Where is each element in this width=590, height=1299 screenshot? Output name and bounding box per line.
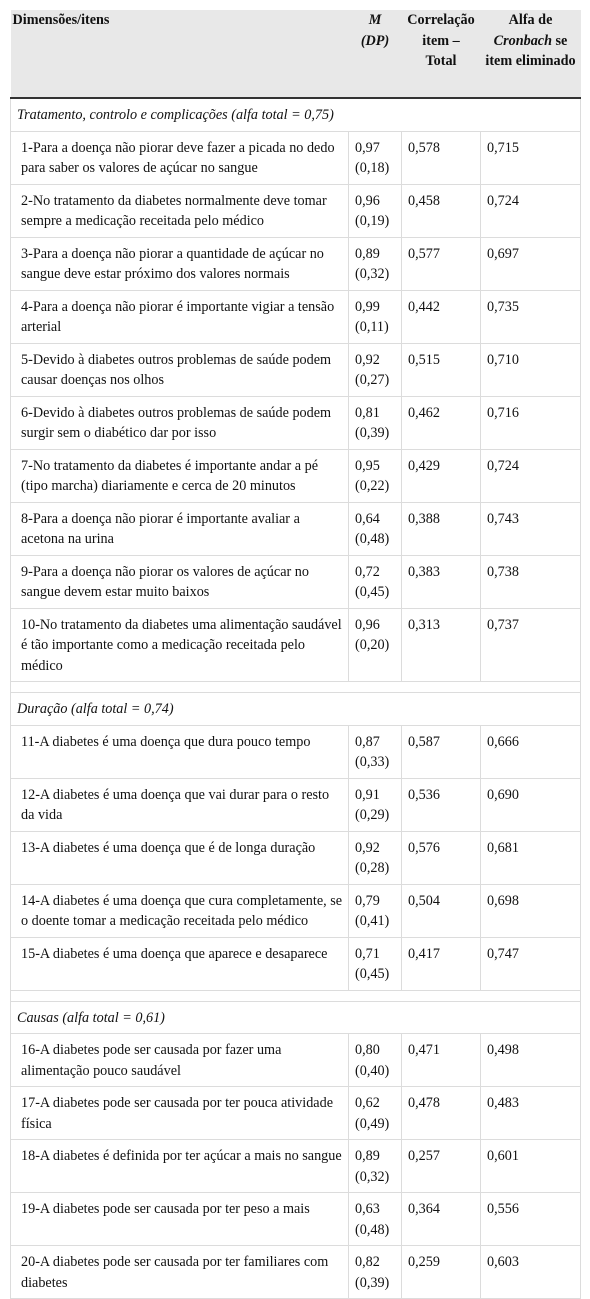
correlation-value: 0,388	[402, 502, 481, 555]
table-row	[11, 131, 581, 184]
section-title: Causas (alfa total = 0,61)	[11, 1001, 581, 1034]
table-header	[11, 10, 581, 98]
mean-sd-cell	[349, 608, 402, 682]
item-text: 2-No tratamento da diabetes normalmente deve tomar sempre a medicação receitada pelo médico	[11, 184, 349, 237]
correlation-value: 0,442	[402, 290, 481, 343]
header-cronbach-alpha	[481, 10, 581, 98]
sd-value: (0,32)	[355, 1168, 390, 1185]
section-header-row	[11, 1001, 581, 1034]
mean-sd-cell	[349, 396, 402, 449]
sd-value: (0,18)	[355, 160, 390, 176]
table-row	[11, 1087, 581, 1140]
mean-value: 0,97	[355, 139, 380, 156]
correlation-value: 0,504	[402, 884, 481, 937]
mean-value: 0,91	[355, 786, 380, 803]
section-header-row	[11, 693, 581, 726]
section-title: Duração (alfa total = 0,74)	[11, 693, 581, 726]
alpha-if-deleted-value: 0,710	[481, 343, 581, 396]
correlation-value: 0,587	[402, 725, 481, 778]
mean-sd-cell	[349, 131, 402, 184]
header-mean: M	[368, 12, 382, 28]
section-spacer	[11, 682, 581, 693]
alpha-if-deleted-value: 0,738	[481, 555, 581, 608]
mean-value: 0,62	[355, 1095, 380, 1111]
item-text: 20-A diabetes pode ser causada por ter familiares com diabetes	[11, 1246, 349, 1299]
header-alpha-cronbach: Cronbach	[493, 32, 552, 49]
item-text: 16-A diabetes pode ser causada por fazer uma alimentação pouco saudável	[11, 1034, 349, 1087]
item-text: 18-A diabetes é definida por ter açúcar a mais no sangue	[11, 1140, 349, 1193]
mean-value: 0,95	[355, 457, 380, 474]
alpha-if-deleted-value: 0,483	[481, 1087, 581, 1140]
item-text: 5-Devido à diabetes outros problemas de saúde podem causar doenças nos olhos	[11, 343, 349, 396]
header-dimensions: Dimensões/itens	[11, 10, 349, 98]
mean-sd-cell	[349, 778, 402, 831]
sd-value: (0,22)	[355, 478, 390, 494]
alpha-if-deleted-value: 0,556	[481, 1193, 581, 1246]
correlation-value: 0,383	[402, 555, 481, 608]
correlation-value: 0,471	[402, 1034, 481, 1087]
table-row	[11, 937, 581, 990]
mean-value: 0,82	[355, 1254, 380, 1270]
table-row	[11, 725, 581, 778]
sd-value: (0,45)	[355, 966, 390, 982]
item-text: 14-A diabetes é uma doença que cura completamente, se o doente tomar a medicação receitada pelo médico	[11, 884, 349, 937]
table-row	[11, 237, 581, 290]
item-text: 4-Para a doença não piorar é importante vigiar a tensão arterial	[11, 290, 349, 343]
mean-value: 0,96	[355, 192, 380, 209]
item-text: 11-A diabetes é uma doença que dura pouco tempo	[11, 725, 349, 778]
mean-value: 0,81	[355, 404, 380, 421]
mean-value: 0,96	[355, 616, 380, 633]
mean-value: 0,89	[355, 245, 380, 262]
mean-value: 0,71	[355, 945, 380, 962]
sd-value: (0,11)	[355, 319, 389, 335]
item-text: 13-A diabetes é uma doença que é de longa duração	[11, 831, 349, 884]
correlation-value: 0,313	[402, 608, 481, 682]
mean-value: 0,63	[355, 1201, 380, 1217]
item-text: 6-Devido à diabetes outros problemas de saúde podem surgir sem o diabético dar por isso	[11, 396, 349, 449]
correlation-value: 0,515	[402, 343, 481, 396]
correlation-value: 0,536	[402, 778, 481, 831]
correlation-value: 0,478	[402, 1087, 481, 1140]
sd-value: (0,41)	[355, 913, 390, 929]
sd-value: (0,33)	[355, 754, 390, 770]
sd-value: (0,28)	[355, 860, 390, 876]
item-text: 19-A diabetes pode ser causada por ter peso a mais	[11, 1193, 349, 1246]
item-text: 17-A diabetes pode ser causada por ter pouca atividade física	[11, 1087, 349, 1140]
mean-sd-cell	[349, 937, 402, 990]
header-alpha-suffix: se item eliminado	[485, 32, 576, 69]
table-row	[11, 184, 581, 237]
item-text: 1-Para a doença não piorar deve fazer a picada no dedo para saber os valores de açúcar no sangue	[11, 131, 349, 184]
table-row	[11, 555, 581, 608]
mean-value: 0,79	[355, 892, 380, 909]
item-text: 8-Para a doença não piorar é importante avaliar a acetona na urina	[11, 502, 349, 555]
section-title: Tratamento, controlo e complicações (alfa total = 0,75)	[11, 98, 581, 131]
mean-value: 0,92	[355, 839, 380, 856]
table-row	[11, 831, 581, 884]
alpha-if-deleted-value: 0,716	[481, 396, 581, 449]
correlation-value: 0,417	[402, 937, 481, 990]
mean-sd-cell	[349, 1140, 402, 1193]
sd-value: (0,45)	[355, 584, 390, 600]
table-row	[11, 1246, 581, 1299]
item-text: 15-A diabetes é uma doença que aparece e desaparece	[11, 937, 349, 990]
mean-value: 0,80	[355, 1042, 380, 1058]
mean-sd-cell	[349, 1193, 402, 1246]
sd-value: (0,40)	[355, 1062, 390, 1079]
item-text: 10-No tratamento da diabetes uma alimentação saudável é tão importante como a medicação receitada pelo médico	[11, 608, 349, 682]
header-alpha-prefix: Alfa de	[508, 12, 553, 28]
mean-sd-cell	[349, 343, 402, 396]
alpha-if-deleted-value: 0,681	[481, 831, 581, 884]
mean-value: 0,72	[355, 563, 380, 580]
alpha-if-deleted-value: 0,747	[481, 937, 581, 990]
mean-sd-cell	[349, 555, 402, 608]
mean-sd-cell	[349, 237, 402, 290]
sd-value: (0,29)	[355, 807, 390, 823]
correlation-value: 0,458	[402, 184, 481, 237]
sd-value: (0,39)	[355, 425, 390, 441]
item-text: 9-Para a doença não piorar os valores de açúcar no sangue devem estar muito baixos	[11, 555, 349, 608]
table-row	[11, 290, 581, 343]
spacer-cell	[11, 682, 581, 693]
correlation-value: 0,259	[402, 1246, 481, 1299]
correlation-value: 0,577	[402, 237, 481, 290]
alpha-if-deleted-value: 0,698	[481, 884, 581, 937]
alpha-if-deleted-value: 0,601	[481, 1140, 581, 1193]
items-table	[10, 10, 581, 1299]
alpha-if-deleted-value: 0,743	[481, 502, 581, 555]
alpha-if-deleted-value: 0,715	[481, 131, 581, 184]
correlation-value: 0,429	[402, 449, 481, 502]
sd-value: (0,48)	[355, 531, 390, 547]
table-row	[11, 1193, 581, 1246]
table-row	[11, 778, 581, 831]
item-text: 12-A diabetes é uma doença que vai durar para o resto da vida	[11, 778, 349, 831]
alpha-if-deleted-value: 0,666	[481, 725, 581, 778]
mean-sd-cell	[349, 831, 402, 884]
mean-sd-cell	[349, 184, 402, 237]
header-mean-sd	[349, 10, 402, 98]
alpha-if-deleted-value: 0,737	[481, 608, 581, 682]
section-header-row	[11, 98, 581, 131]
table-container	[10, 10, 580, 1299]
mean-value: 0,99	[355, 298, 380, 315]
correlation-value: 0,257	[402, 1140, 481, 1193]
table-body	[11, 98, 581, 1299]
alpha-if-deleted-value: 0,603	[481, 1246, 581, 1299]
table-row	[11, 449, 581, 502]
table-row	[11, 608, 581, 682]
sd-value: (0,20)	[355, 637, 390, 653]
mean-sd-cell	[349, 725, 402, 778]
table-row	[11, 1034, 581, 1087]
item-text: 7-No tratamento da diabetes é importante andar a pé (tipo marcha) diariamente e cerca de 20 minutos	[11, 449, 349, 502]
sd-value: (0,48)	[355, 1221, 390, 1238]
spacer-cell	[11, 990, 581, 1001]
correlation-value: 0,364	[402, 1193, 481, 1246]
sd-value: (0,39)	[355, 1274, 390, 1291]
table-row	[11, 1140, 581, 1193]
mean-value: 0,64	[355, 510, 380, 527]
alpha-if-deleted-value: 0,690	[481, 778, 581, 831]
mean-sd-cell	[349, 502, 402, 555]
mean-sd-cell	[349, 290, 402, 343]
mean-sd-cell	[349, 1034, 402, 1087]
item-text: 3-Para a doença não piorar a quantidade de açúcar no sangue deve estar próximo dos valores normais	[11, 237, 349, 290]
alpha-if-deleted-value: 0,498	[481, 1034, 581, 1087]
mean-value: 0,89	[355, 1148, 380, 1164]
header-sd: (DP)	[360, 32, 390, 49]
header-item-total-correlation: Correlação item – Total	[402, 10, 481, 98]
sd-value: (0,27)	[355, 372, 390, 388]
mean-value: 0,87	[355, 733, 380, 750]
sd-value: (0,49)	[355, 1115, 390, 1132]
table-row	[11, 884, 581, 937]
mean-value: 0,92	[355, 351, 380, 368]
mean-sd-cell	[349, 884, 402, 937]
section-spacer	[11, 990, 581, 1001]
mean-sd-cell	[349, 1246, 402, 1299]
table-row	[11, 343, 581, 396]
alpha-if-deleted-value: 0,697	[481, 237, 581, 290]
mean-sd-cell	[349, 449, 402, 502]
correlation-value: 0,578	[402, 131, 481, 184]
table-row	[11, 396, 581, 449]
correlation-value: 0,576	[402, 831, 481, 884]
sd-value: (0,19)	[355, 213, 390, 229]
alpha-if-deleted-value: 0,735	[481, 290, 581, 343]
mean-sd-cell	[349, 1087, 402, 1140]
alpha-if-deleted-value: 0,724	[481, 449, 581, 502]
table-row	[11, 502, 581, 555]
correlation-value: 0,462	[402, 396, 481, 449]
sd-value: (0,32)	[355, 266, 390, 282]
alpha-if-deleted-value: 0,724	[481, 184, 581, 237]
